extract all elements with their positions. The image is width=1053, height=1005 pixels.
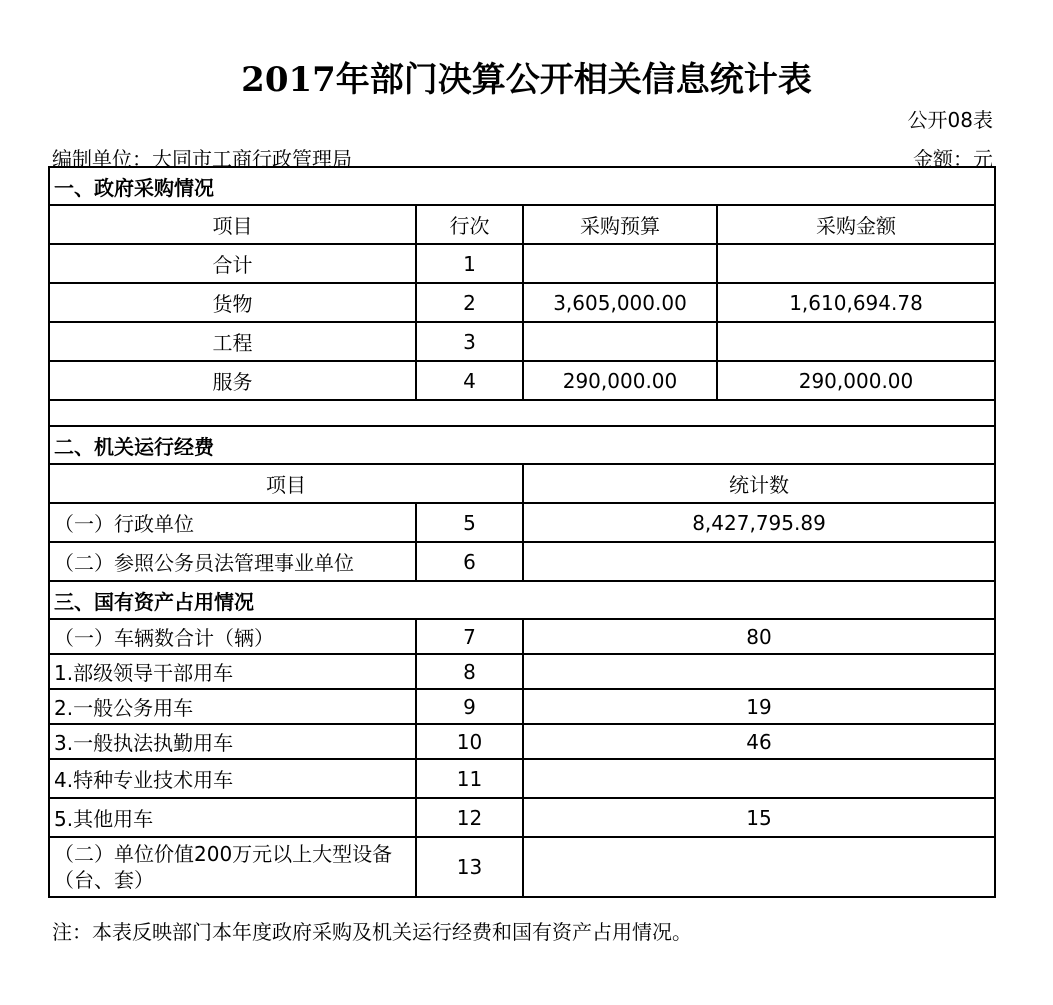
row-line: 5 <box>416 503 523 542</box>
row-item: （一）行政单位 <box>49 503 416 542</box>
table-row <box>49 689 995 724</box>
compiling-unit: 编制单位：大同市工商行政管理局 <box>52 147 352 171</box>
row-amount <box>717 244 995 283</box>
section-2-header-row <box>49 464 995 503</box>
row-line: 9 <box>416 689 523 724</box>
header-amount: 采购金额 <box>717 205 995 244</box>
section-1-title: 一、政府采购情况 <box>49 167 995 205</box>
amount-unit: 金额：元 <box>913 147 993 171</box>
row-value <box>523 542 995 581</box>
row-amount: 1,610,694.78 <box>717 283 995 322</box>
row-line: 13 <box>416 837 523 897</box>
row-item: 2.一般公务用车 <box>49 689 416 724</box>
row-line: 6 <box>416 542 523 581</box>
row-item: 1.部级领导干部用车 <box>49 654 416 689</box>
row-line: 2 <box>416 283 523 322</box>
row-budget <box>523 322 717 361</box>
row-item: 货物 <box>49 283 416 322</box>
row-line: 12 <box>416 798 523 837</box>
table-row <box>49 283 995 322</box>
row-value: 80 <box>523 619 995 654</box>
table-row <box>49 619 995 654</box>
row-line: 3 <box>416 322 523 361</box>
row-budget: 3,605,000.00 <box>523 283 717 322</box>
header-budget: 采购预算 <box>523 205 717 244</box>
row-item: （二）参照公务员法管理事业单位 <box>49 542 416 581</box>
header-line: 行次 <box>416 205 523 244</box>
row-item: （一）车辆数合计（辆） <box>49 619 416 654</box>
table-row <box>49 322 995 361</box>
row-line: 10 <box>416 724 523 759</box>
row-item: 3.一般执法执勤用车 <box>49 724 416 759</box>
section-1-title-row <box>49 167 995 205</box>
row-item: 4.特种专业技术用车 <box>49 759 416 798</box>
row-value <box>523 654 995 689</box>
row-item: 服务 <box>49 361 416 400</box>
table-row <box>49 503 995 542</box>
section-3-title-row <box>49 581 995 619</box>
row-item: 工程 <box>49 322 416 361</box>
table-row <box>49 798 995 837</box>
row-budget: 290,000.00 <box>523 361 717 400</box>
row-value <box>523 759 995 798</box>
page-title: 2017年部门决算公开相关信息统计表 <box>241 60 812 100</box>
table-note: 注：本表反映部门本年度政府采购及机关运行经费和国有资产占用情况。 <box>52 920 692 944</box>
row-line: 7 <box>416 619 523 654</box>
row-amount <box>717 322 995 361</box>
table-row <box>49 837 995 897</box>
row-item: 5.其他用车 <box>49 798 416 837</box>
table-row <box>49 759 995 798</box>
row-value: 19 <box>523 689 995 724</box>
header-count: 统计数 <box>523 464 995 503</box>
row-value: 15 <box>523 798 995 837</box>
blank-row <box>49 400 995 426</box>
table-row <box>49 724 995 759</box>
table-row <box>49 244 995 283</box>
table-row <box>49 542 995 581</box>
row-amount: 290,000.00 <box>717 361 995 400</box>
header-item: 项目 <box>49 205 416 244</box>
row-budget <box>523 244 717 283</box>
table-row <box>49 654 995 689</box>
section-2-title-row <box>49 426 995 464</box>
row-line: 11 <box>416 759 523 798</box>
row-item: （二）单位价值200万元以上大型设备（台、套） <box>49 837 416 897</box>
table-row <box>49 361 995 400</box>
statistics-table <box>48 166 996 898</box>
row-item: 合计 <box>49 244 416 283</box>
row-value: 8,427,795.89 <box>523 503 995 542</box>
row-value <box>523 837 995 897</box>
form-number: 公开08表 <box>907 108 993 132</box>
blank-cell <box>49 400 995 426</box>
row-value: 46 <box>523 724 995 759</box>
row-line: 4 <box>416 361 523 400</box>
row-line: 1 <box>416 244 523 283</box>
row-line: 8 <box>416 654 523 689</box>
section-2-title: 二、机关运行经费 <box>49 426 995 464</box>
header-item: 项目 <box>49 464 523 503</box>
section-3-title: 三、国有资产占用情况 <box>49 581 995 619</box>
section-1-header-row <box>49 205 995 244</box>
